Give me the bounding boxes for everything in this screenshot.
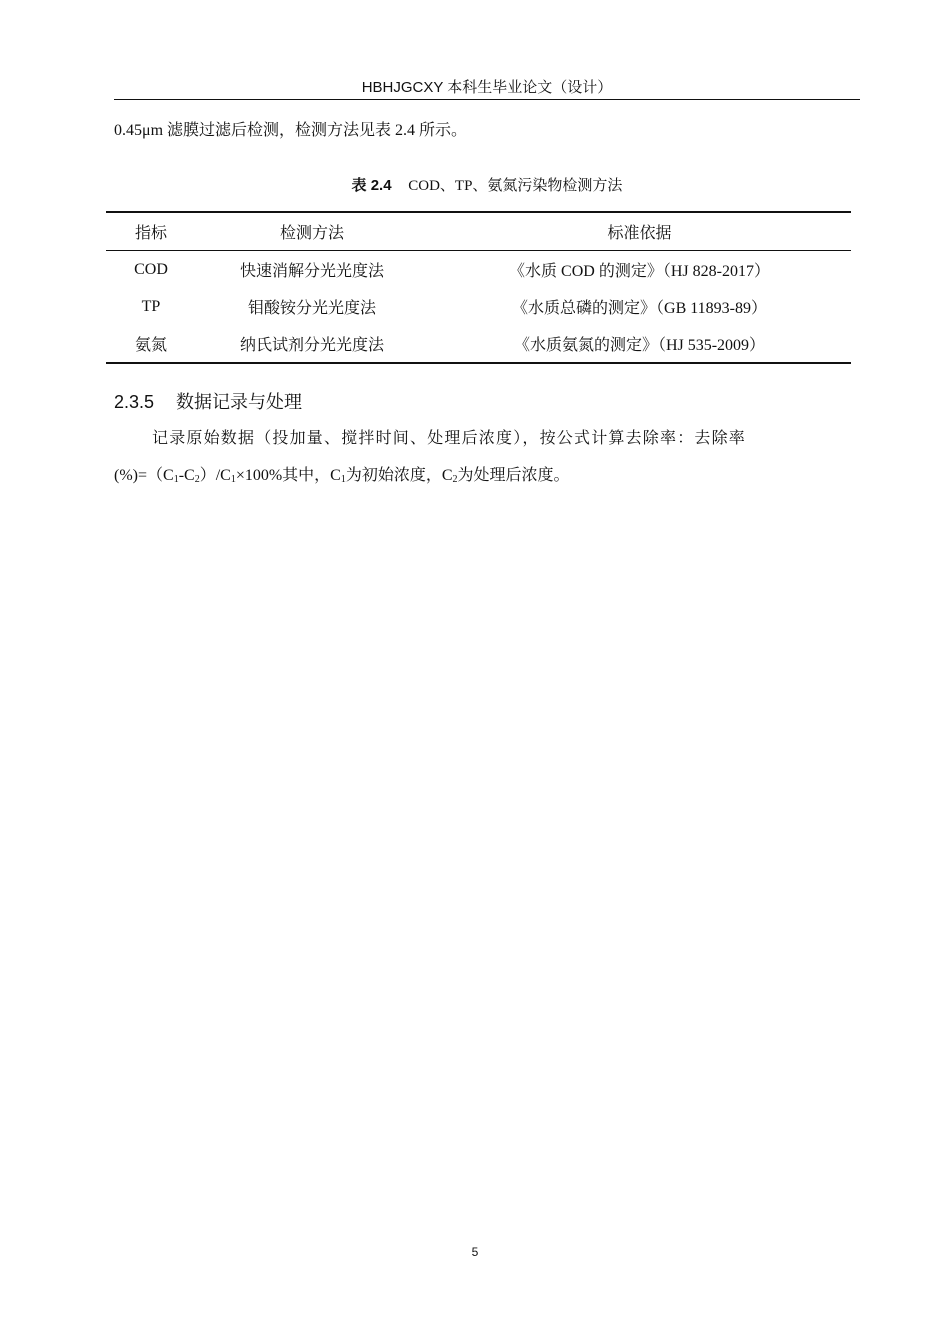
formula-text: -C: [178, 467, 195, 484]
table-cell: 《水质 COD 的测定》（HJ 828-2017）: [509, 263, 770, 280]
formula-text: ×100%其中，C: [235, 467, 341, 484]
table-cell: 《水质氨氮的测定》（HJ 535-2009）: [428, 325, 851, 363]
subscript: 1: [173, 474, 179, 485]
table-row: [106, 325, 851, 363]
formula-line: [114, 467, 570, 484]
table-header-cell: 指标: [106, 212, 196, 251]
table-header-cell: 标准依据: [428, 212, 851, 251]
table-cell: 快速消解分光光度法: [239, 263, 384, 280]
page-header: HBHJGCXY 本科生毕业论文（设计）: [361, 79, 613, 96]
table-cell: COD: [134, 260, 168, 278]
subscript: 2: [452, 474, 458, 485]
table-cell: 纳氏试剂分光光度法: [196, 325, 428, 363]
table-cell: 钼酸铵分光光度法: [247, 300, 376, 317]
detection-methods-table: [106, 211, 851, 364]
formula-text: (%)=（C: [114, 467, 174, 484]
section-heading: [114, 388, 302, 414]
table-cell: TP: [141, 297, 161, 315]
intro-paragraph: 0.45μm 滤膜过滤后检测，检测方法见表 2.4 所示。: [114, 122, 468, 139]
header-rule: [114, 99, 860, 100]
section-title: 数据记录与处理: [176, 392, 302, 412]
table-row: [106, 288, 851, 325]
formula-text: 为初始浓度，C: [345, 467, 453, 484]
subscript: 1: [230, 474, 236, 485]
table-caption-title: COD、TP、氨氮污染物检测方法: [408, 178, 623, 194]
formula-text: 为处理后浓度。: [457, 467, 570, 484]
subscript: 1: [340, 474, 346, 485]
table-cell: 《水质总磷的测定》（GB 11893-89）: [512, 300, 767, 317]
paragraph-line-1: 记录原始数据（投加量、搅拌时间、处理后浓度），按公式计算去除率：去除率: [152, 430, 747, 447]
formula-text: ）/C: [199, 467, 231, 484]
table-header-cell: 检测方法: [196, 212, 428, 251]
table-header-row: [106, 212, 851, 251]
body-paragraph: [114, 420, 860, 498]
table-row: [106, 251, 851, 289]
subscript: 2: [194, 474, 200, 485]
table-caption-label: 表 2.4: [351, 177, 392, 194]
section-number: 2.3.5: [114, 392, 155, 412]
page-number: 5: [471, 1245, 479, 1259]
table-cell: 氨氮: [106, 325, 196, 363]
table-caption: [114, 174, 860, 195]
